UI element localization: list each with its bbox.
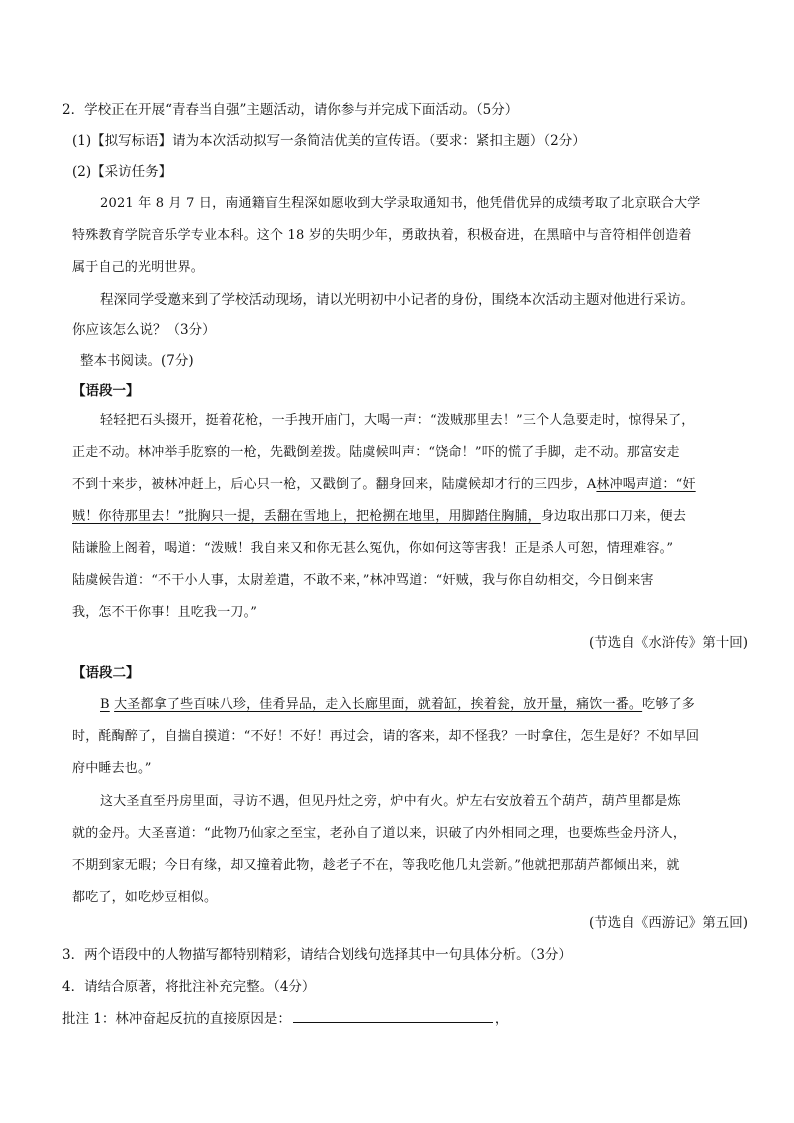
passage-1-line-1: 轻轻把石头掇开，挺着花枪，一手拽开庙门，大喝一声：“泼贼那里去！”三个人急要走时，惊得呆了， bbox=[100, 413, 695, 428]
passage-2b-line-4: 都吃了，如吃炒豆相似。 bbox=[72, 890, 218, 905]
question-3: 3．两个语段中的人物描写都特别精彩，请结合划线句选择其中一句具体分析。（3分） bbox=[62, 947, 572, 963]
passage-2-line-3: 府中睡去也。” bbox=[72, 761, 152, 776]
annotation-1-answer-blank[interactable] bbox=[293, 1008, 493, 1023]
passage-1-line-4 bbox=[0, 507, 794, 527]
passage-1-line-6: 陆虞候告道：“不干小人事，太尉差遣，不敢不来，”林冲骂道：“奸贼，我与你自幼相交，今日倒来害 bbox=[72, 573, 654, 588]
passage-1-source: (节选自《水浒传》第十回) bbox=[588, 635, 748, 651]
passage-2-line-1-rest: 吃够了多 bbox=[642, 697, 695, 712]
question-2-sub-1: (1)【拟写标语】请为本次活动拟写一条简洁优美的宣传语。（要求：紧扣主题）（2分） bbox=[72, 133, 586, 149]
passage-2-label: 【语段二】 bbox=[72, 665, 140, 681]
passage-1-line-4-rest: 身边取出那口刀来，便去 bbox=[540, 509, 687, 524]
task-line-1: 程深同学受邀来到了学校活动现场，请以光明初中小记者的身份，围绕本次活动主题对他进行采访。 bbox=[100, 292, 694, 308]
marker-a: A bbox=[586, 477, 597, 492]
question-2-sub-2: (2)【采访任务】 bbox=[72, 164, 173, 180]
news-line-1: 2021 年 8 月 7 日，南通籍盲生程深如愿收到大学录取通知书，他凭借优异的成绩考取了北京联合大学 bbox=[100, 196, 701, 211]
question-2-title: 2．学校正在开展“青春当自强”主题活动，请你参与并完成下面活动。（5分） bbox=[62, 102, 519, 118]
annotation-1-label: 批注 1：林冲奋起反抗的直接原因是： bbox=[62, 1011, 291, 1027]
passage-1-line-3 bbox=[0, 475, 794, 495]
passage-1-label: 【语段一】 bbox=[72, 383, 140, 399]
passage-2-source: (节选自《西游记》第五回) bbox=[588, 915, 748, 931]
underlined-sentence-a-part-2: 贼！你待那里去！”批胸只一提，丢翻在雪地上，把枪搠在地里，用脚踏住胸脯， bbox=[72, 509, 541, 524]
passage-1-line-3-text: 不到十来步，被林冲赶上，后心只一枪，又戳倒了。翻身回来，陆虞候却才行的三四步， bbox=[72, 477, 587, 492]
passage-1-line-5: 陆谦脸上阁着，喝道：“泼贼！我自来又和你无甚么冤仇，你如何这等害我！正是杀人可恕，情理难容。” bbox=[72, 541, 674, 556]
news-line-2: 特殊教育学院音乐学专业本科。这个 18 岁的失明少年，勇敢执着，积极奋进，在黑暗中与音符相伴创造着 bbox=[72, 228, 692, 243]
passage-2-line-2: 时，酕醄醉了，自揣自摸道：“不好！不好！再过会，请的客来，却不怪我？一时拿住，怎生是好？不如早回 bbox=[72, 729, 700, 744]
news-line-3: 属于自己的光明世界。 bbox=[72, 260, 205, 275]
reading-title: 整本书阅读。(7分) bbox=[80, 353, 194, 369]
underlined-sentence-a-part-1: 林冲喝声道：“奸 bbox=[596, 477, 696, 492]
passage-2b-line-1: 这大圣直至丹房里面，寻访不遇，但见丹灶之旁，炉中有火。炉左右安放着五个葫芦，葫芦里都是炼 bbox=[100, 794, 681, 809]
question-4: 4．请结合原著，将批注补充完整。（4分） bbox=[62, 979, 316, 995]
passage-2b-line-2: 就的金丹。大圣喜道：“此物乃仙家之至宝，老孙自了道以来，识破了内外相同之理，也要炼些金丹济人， bbox=[72, 826, 687, 841]
annotation-1 bbox=[0, 1008, 794, 1029]
passage-1-line-7: 我，怎不干你事！且吃我一刀。” bbox=[72, 605, 258, 620]
passage-1-line-2: 正走不动。林冲举手肐察的一枪，先戳倒差拨。陆虞候叫声：“饶命！”吓的慌了手脚，走不动。那富安走 bbox=[72, 445, 680, 460]
task-line-2: 你应该怎么说？（3分） bbox=[72, 322, 216, 338]
underlined-sentence-b: 大圣都拿了些百味八珍，佳肴异品，走入长廊里面，就着缸，挨着瓮，放开量，痛饮一番。 bbox=[114, 697, 643, 712]
passage-2b-line-3: 不期到家无暇；今日有缘，却又撞着此物，趁老子不在，等我吃他几丸尝新。”他就把那葫芦都倾出来，就 bbox=[72, 858, 680, 873]
annotation-1-end: ， bbox=[494, 1011, 509, 1027]
passage-2-line-1 bbox=[0, 695, 794, 715]
marker-b: B bbox=[100, 697, 110, 712]
